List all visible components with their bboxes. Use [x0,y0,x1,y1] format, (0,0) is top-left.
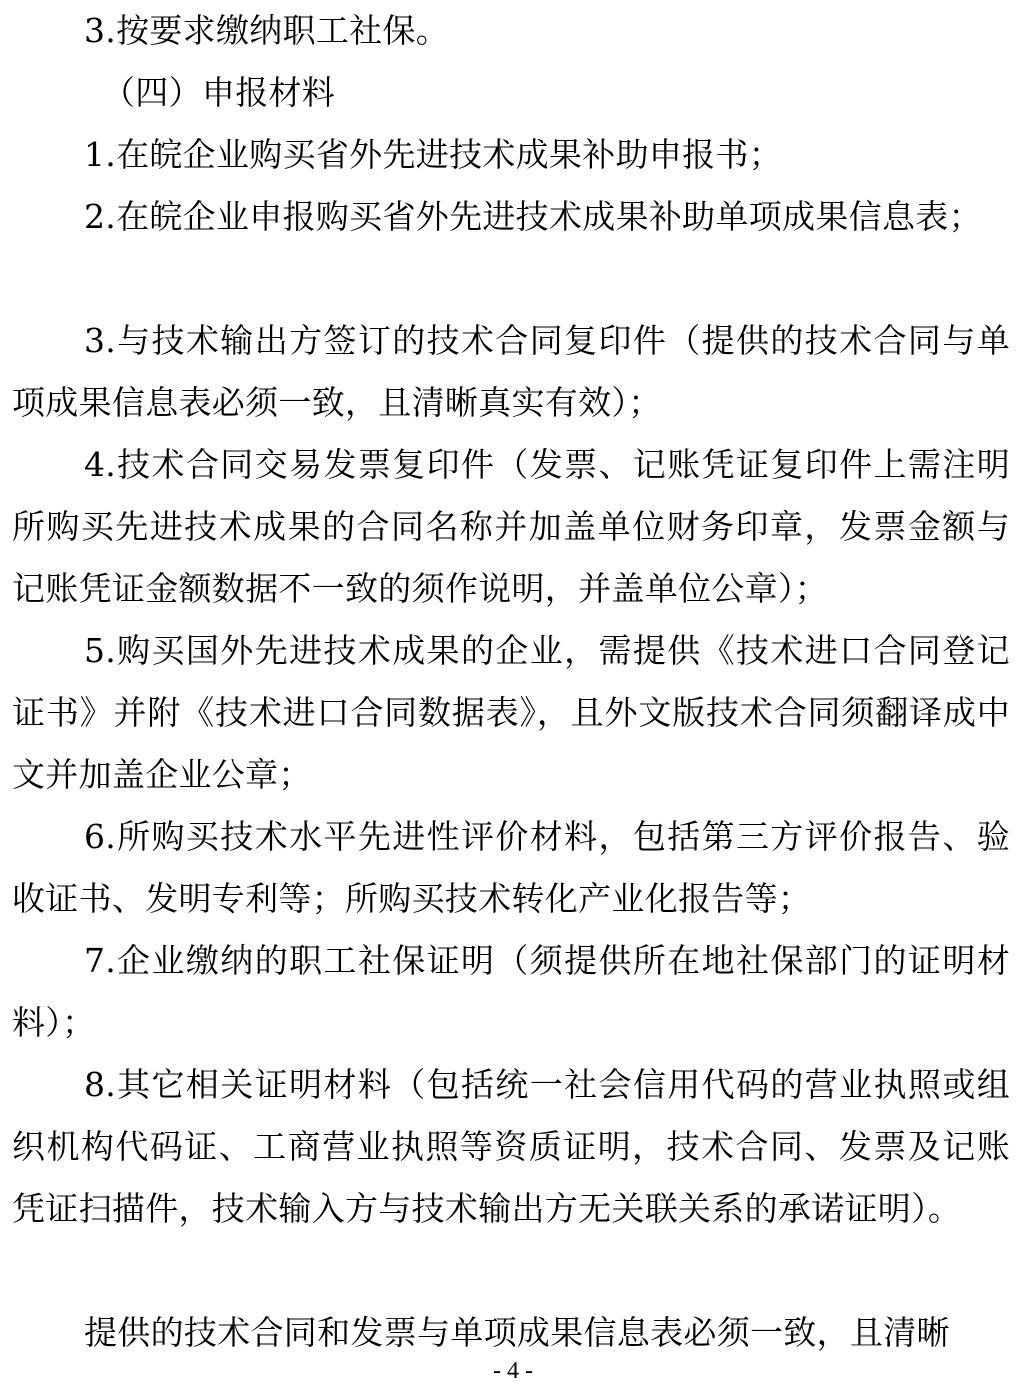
paragraph-item-7: 7.企业缴纳的职工社保证明（须提供所在地社保部门的证明材料）； [12,941,1010,1042]
paragraph-social-insurance: 3.按要求缴纳职工社保。 [84,11,450,50]
paragraph-closing: 提供的技术合同和发票与单项成果信息表必须一致，且清晰 [84,1313,950,1352]
paragraph-item-6: 6.所购买技术水平先进性评价材料，包括第三方评价报告、验收证书、发明专利等；所购买技术转化产业化报告等； [12,817,1010,918]
paragraph-item-4: 4.技术合同交易发票复印件（发票、记账凭证复印件上需注明所购买先进技术成果的合同名称并加盖单位财务印章，发票金额与记账凭证金额数据不一致的须作说明，并盖单位公章）； [12,445,1010,608]
paragraph-item-3: 3.与技术输出方签订的技术合同复印件（提供的技术合同与单项成果信息表必须一致，且清晰真实有效）； [12,321,1010,422]
paragraph-item-1: 1.在皖企业购买省外先进技术成果补助申报书； [84,135,783,174]
paragraph-item-2: 2.在皖企业申报购买省外先进技术成果补助单项成果信息表； [84,197,982,236]
paragraph-item-8: 8.其它相关证明材料（包括统一社会信用代码的营业执照或组织机构代码证、工商营业执照等资质证明，技术合同、发票及记账凭证扫描件，技术输入方与技术输出方无关联关系的承诺证明）。 [12,1065,1010,1228]
page-number: - 4 - [493,1358,533,1384]
paragraph-item-5: 5.购买国外先进技术成果的企业，需提供《技术进口合同登记证书》并附《技术进口合同数据表》，且外文版技术合同须翻译成中文并加盖企业公章； [12,631,1010,794]
section-heading-materials: （四）申报材料 [102,73,336,112]
